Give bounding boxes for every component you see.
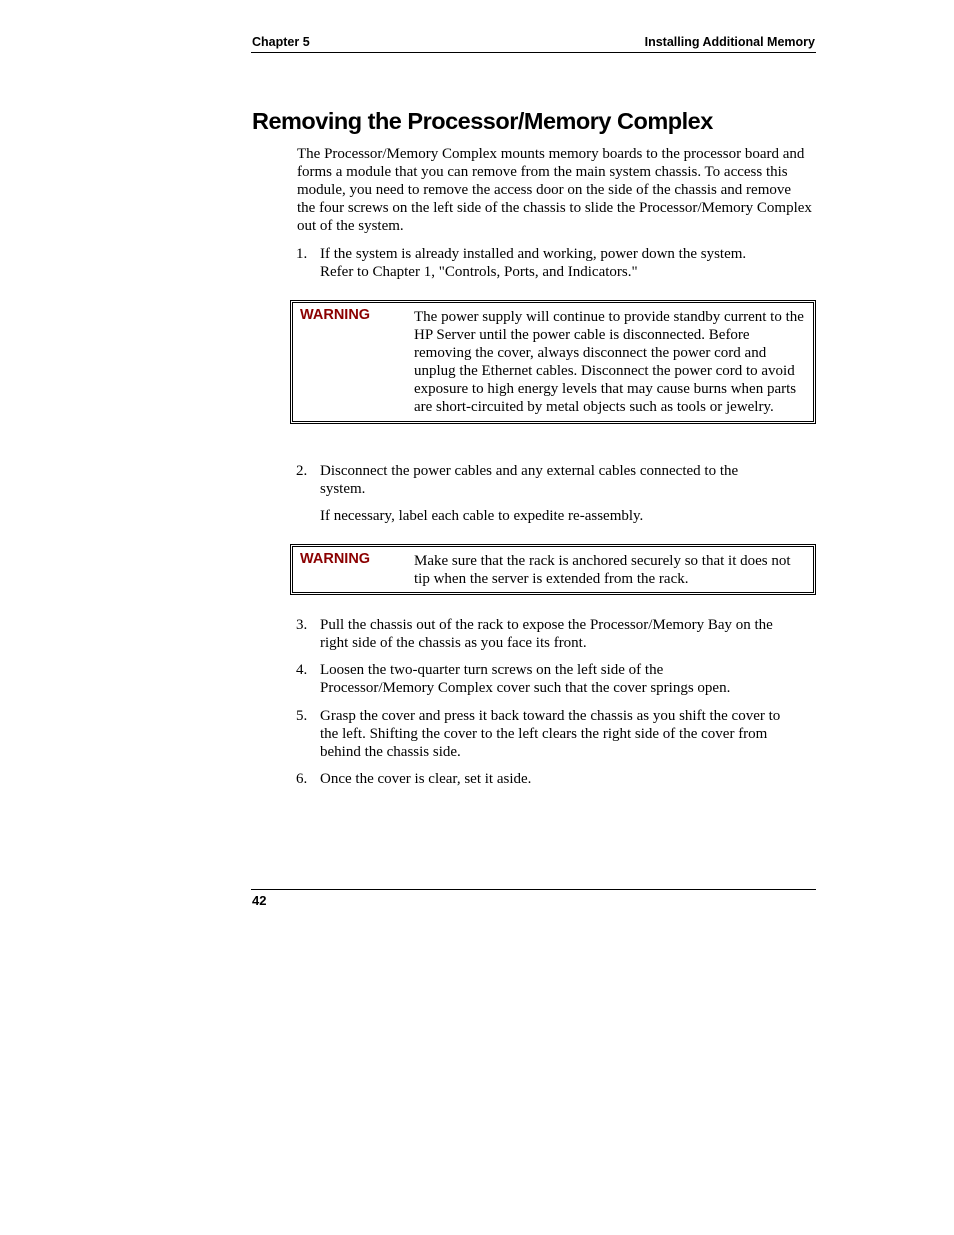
warning-text: Make sure that the rack is anchored securely so that it does not tip when the server is extended from the rack. bbox=[414, 553, 791, 588]
step-number: 1. bbox=[296, 246, 308, 262]
warning-label: WARNING bbox=[300, 551, 371, 567]
step-text: Pull the chassis out of the rack to expose the Processor/Memory Bay on the right side of the chassis as you face its front. bbox=[320, 617, 773, 652]
page-number: 42 bbox=[252, 893, 267, 908]
step-text: Loosen the two-quarter turn screws on the left side of the Processor/Memory Complex cover such that the cover springs open. bbox=[320, 662, 731, 697]
step-number: 3. bbox=[296, 617, 308, 633]
page-header bbox=[251, 34, 816, 53]
step-number: 6. bbox=[296, 771, 308, 787]
warning-text: The power supply will continue to provide standby current to the HP Server until the power cable is disconnected. Before removing the cover, always disconnect the power cord and unplug the Ethernet cables. Disconnect the power cord to avoid exposure to high energy levels that may cause burns when parts are short-circuited by metal objects such as tools or jewelry. bbox=[414, 309, 804, 416]
step-item-4 bbox=[296, 661, 766, 697]
intro-paragraph: The Processor/Memory Complex mounts memory boards to the processor board and forms a module that you can remove from the main system chassis. To access this module, you need to remove the access door on the side of the chassis and remove the four screws on the left side of the chassis to slide the Processor/Memory Complex out of the system. bbox=[297, 146, 812, 235]
step-2-note: If necessary, label each cable to expedite re-assembly. bbox=[320, 508, 644, 524]
warning-box-rack bbox=[290, 544, 816, 595]
warning-box-power bbox=[290, 300, 816, 424]
step-item-6 bbox=[296, 770, 806, 788]
step-item-2 bbox=[296, 462, 776, 498]
step-number: 4. bbox=[296, 662, 308, 678]
step-text: Grasp the cover and press it back toward the chassis as you shift the cover to the left. Shifting the cover to the left clears the right side of the cover from behind the chassis side. bbox=[320, 708, 781, 761]
step-text: Once the cover is clear, set it aside. bbox=[320, 771, 532, 787]
page-footer bbox=[251, 889, 816, 908]
header-section-title: Installing Additional Memory bbox=[644, 35, 815, 49]
step-item-5 bbox=[296, 707, 786, 761]
warning-label: WARNING bbox=[300, 307, 371, 323]
step-text: Disconnect the power cables and any external cables connected to the system. bbox=[320, 463, 739, 498]
step-text: If the system is already installed and working, power down the system. Refer to Chapter 1, "Controls, Ports, and Indicators." bbox=[320, 246, 747, 281]
step-number: 5. bbox=[296, 708, 308, 724]
step-item-3 bbox=[296, 616, 796, 652]
header-chapter: Chapter 5 bbox=[252, 35, 310, 49]
step-item-1 bbox=[296, 245, 766, 281]
section-title: Removing the Processor/Memory Complex bbox=[252, 108, 713, 134]
step-number: 2. bbox=[296, 463, 308, 479]
